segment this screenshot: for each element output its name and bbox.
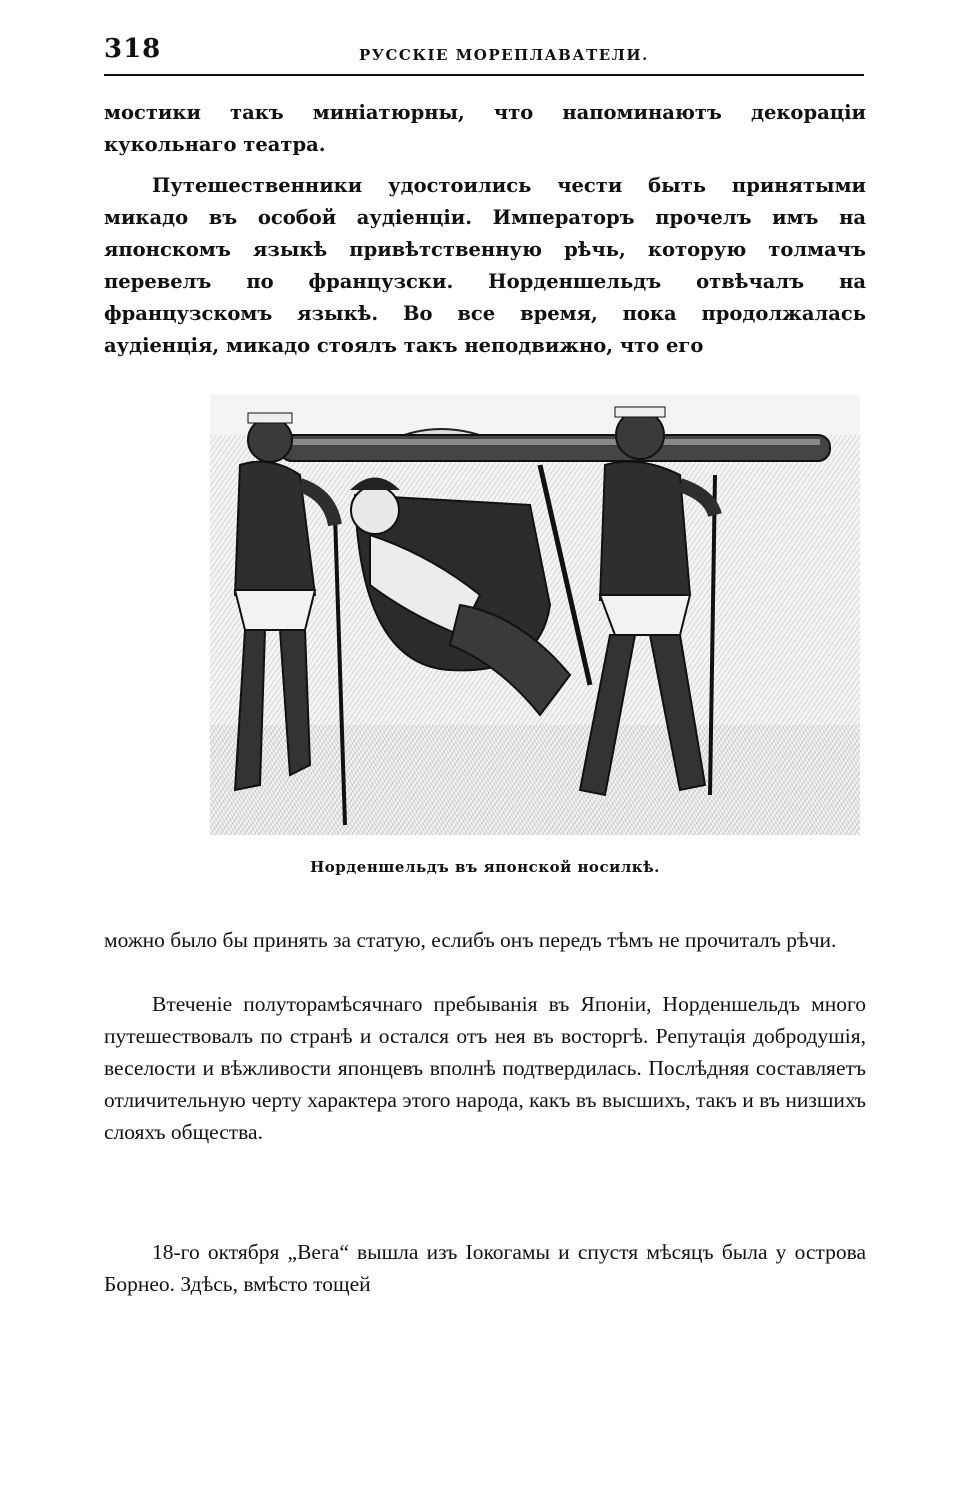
running-title: РУССКІЕ МОРЕПЛАВАТЕЛИ. (359, 46, 649, 64)
paragraph-japan-stay: Втеченіе полуторамѣсячнаго пребыванія въ Японіи, Норденшельдъ много путешествовалъ по странѣ и остался отъ нея въ восторгѣ. Репутація добродушія, веселости и вѣжливости японцевъ вполнѣ подтвердилась. Послѣдняя составляетъ отличительную черту характера этого народа, какъ въ высшихъ, такъ и въ низшихъ слояхъ общества. (104, 992, 866, 1144)
paragraph-vega-departure: 18-го октября „Вега“ вышла изъ Іокогамы и спустя мѣсяцъ была у острова Борнео. Здѣсь, вмѣсто тощей (104, 1240, 866, 1296)
engraving-illustration (210, 395, 860, 835)
paragraph-statue: можно было бы принять за статую, еслибъ онъ передъ тѣмъ не прочиталъ рѣчи. (104, 928, 837, 952)
paragraph-audience: Путешественники удостоились чести быть принятыми микадо въ особой аудіенціи. Императоръ прочелъ имъ на японскомъ языкѣ привѣтственную рѣчь, которую толмачъ перевелъ по французски. Норденшельдъ отвѣчалъ на французскомъ языкѣ. Во все время, пока продолжалась аудіенція, микадо стоялъ такъ неподвижно, что его (104, 174, 866, 357)
paragraph-continuation: мостики такъ миніатюрны, что напоминаютъ декораціи кукольнаго театра. (104, 101, 866, 156)
figure-caption: Норденшельдъ въ японской носилкѣ. (310, 858, 660, 876)
page-header (104, 34, 864, 76)
page-number: 318 (104, 34, 162, 64)
